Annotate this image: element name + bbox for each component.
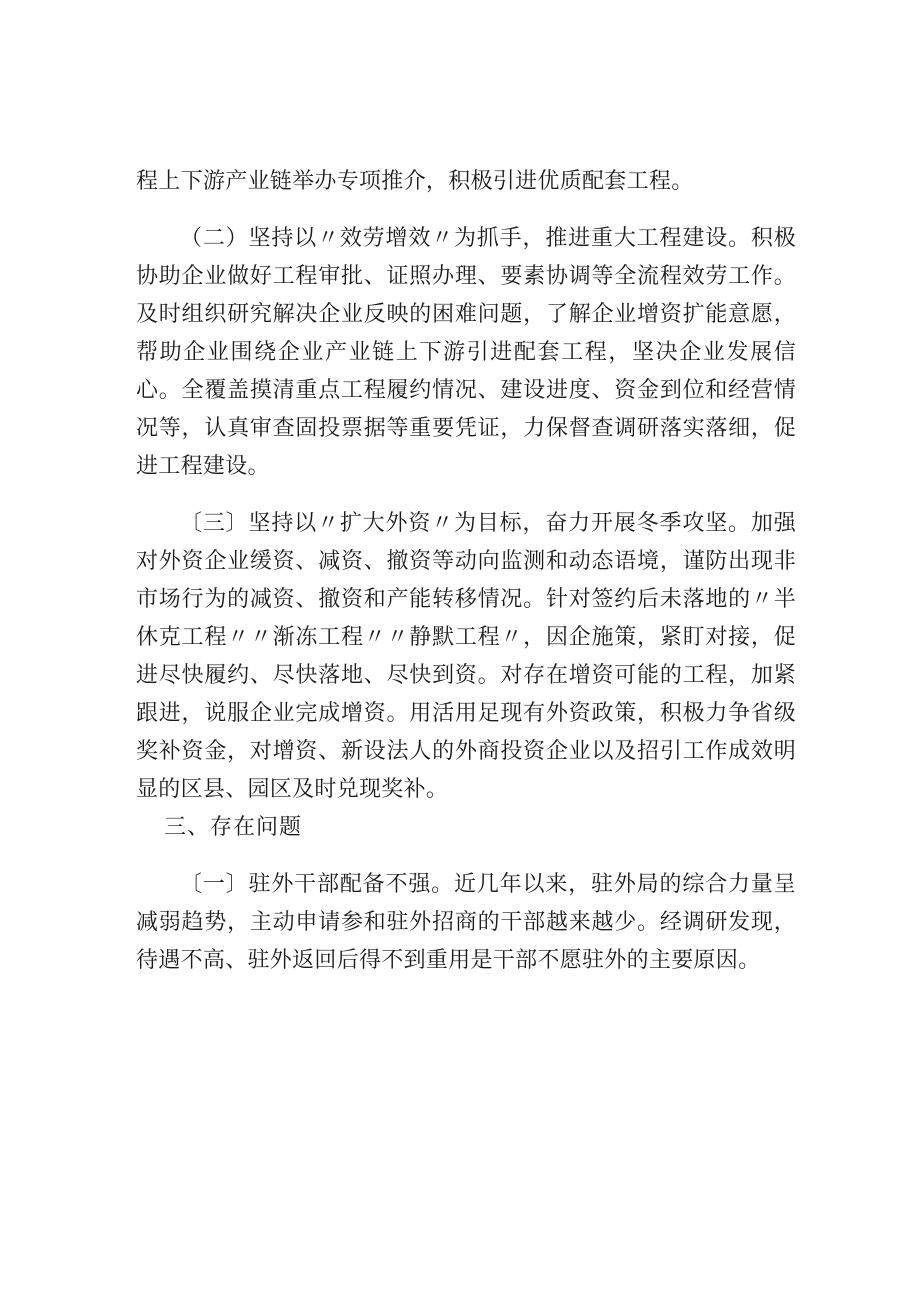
paragraph-problem-one: 〔一〕驻外干部配备不强。近几年以来，驻外局的综合力量呈减弱趋势，主动申请参和驻外招商的干部越来越少。经调研发现，待遇不高、驻外返回后得不到重用是干部不愿驻外的主要原因。 bbox=[136, 872, 796, 973]
document-body bbox=[136, 163, 796, 980]
paragraph-item-three: 〔三〕坚持以〃扩大外资〃为目标，奋力开展冬季攻坚。加强对外资企业缓资、减资、撤资等动向监测和动态语境，谨防出现非市场行为的减资、撤资和产能转移情况。针对签约后未落地的〃半休克工程〃〃渐冻工程〃〃静默工程〃，因企施策，紧盯对接，促进尽快履约、尽快落地、尽快到资。对存在增资可能的工程，加紧跟进，说服企业完成增资。用活用足现有外资政策，积极力争省级奖补资金，对增资、新设法人的外商投资企业以及招引工作成效明显的区县、园区及时兑现奖补。 bbox=[136, 511, 796, 802]
section-heading-problems: 三、存在问题 bbox=[164, 815, 303, 840]
paragraph-continuation: 程上下游产业链举办专项推介，积极引进优质配套工程。 bbox=[136, 169, 694, 194]
paragraph-item-two: （二）坚持以〃效劳增效〃为抓手，推进重大工程建设。积极协助企业做好工程审批、证照办理、要素协调等全流程效劳工作。及时组织研究解决企业反映的困难问题，了解企业增资扩能意愿，帮助企业围绕企业产业链上下游引进配套工程，坚决企业发展信心。全覆盖摸清重点工程履约情况、建设进度、资金到位和经营情况等，认真审查固投票据等重要凭证，力保督查调研落实落细，促进工程建设。 bbox=[136, 226, 796, 479]
